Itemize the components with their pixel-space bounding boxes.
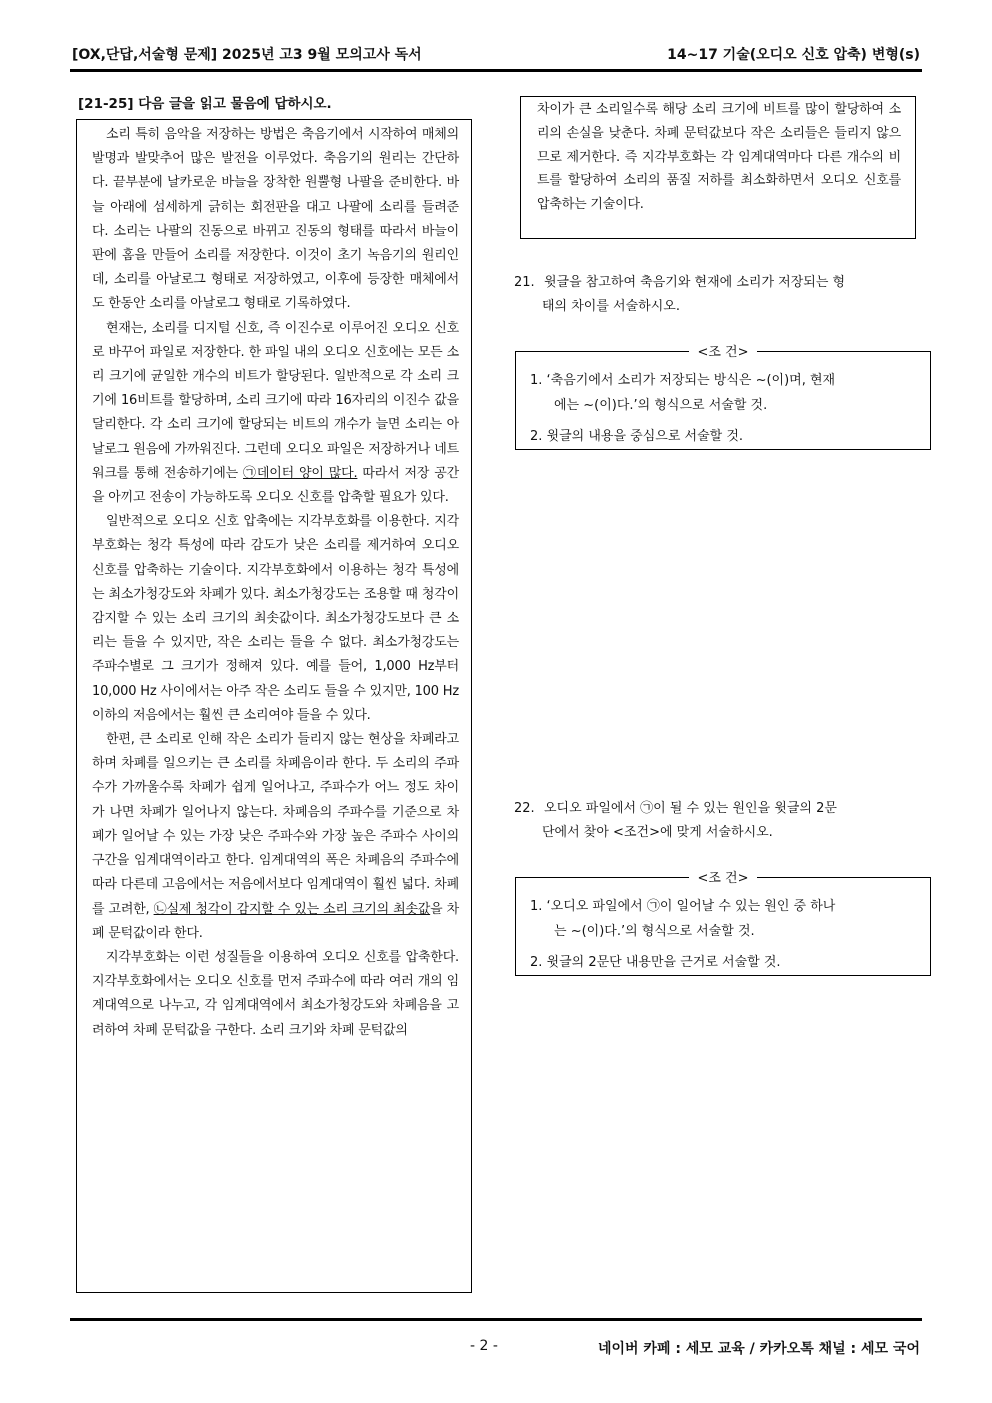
condition-box-21 [515,345,931,450]
condition-line-continued: 는 ~(이)다.’의 형식으로 서술할 것. [554,924,755,939]
question-number: 21. [514,275,535,290]
paragraph-2 [92,317,459,511]
question-text-continued: 태의 차이를 서술하시오. [542,299,680,314]
condition-line-continued: 에는 ~(이)다.’의 형식으로 서술할 것. [554,398,768,413]
paragraph-3: 일반적으로 오디오 신호 압축에는 지각부호화를 이용한다. 지각부호화는 청각 특성에 따라 감도가 낮은 소리를 제거하여 오디오 신호를 압축하는 기술이다. 지각부호화에서 이용하는 청각 특성에는 최소가청강도와 차폐가 있다. 최소가청강도는 조용할 때 청각이 감지할 수 있는 소리 크기의 최솟값이다. 최소가청강도보다 큰 소리는 들을 수 있지만, 작은 소리는 들을 수 없다. 최소가청강도는 주파수별로 그 크기가 정해져 있다. 예를 들어, 1,000 Hz부터 10,000 Hz 사이에서는 아주 작은 소리도 들을 수 있지만, 100 Hz 이하의 저음에서는 훨씬 큰 소리여야 들을 수 있다. [92,514,460,723]
condition-title: <조 건> [689,871,756,886]
header-right: 14~17 기술(오디오 신호 압축) 변형(s) [667,47,920,63]
question-22 [514,797,926,845]
condition-line: 1. ‘축음기에서 소리가 저장되는 방식은 ~(이)며, 현재 [530,373,836,388]
paragraph-5: 지각부호화는 이런 성질들을 이용하여 오디오 신호를 압축한다. 지각부호화에서는 오디오 신호를 먼저 주파수에 따라 여러 개의 임계대역으로 나누고, 각 임계대역에서 최소가청강도와 차폐음을 고려하여 차폐 문턱값을 구한다. 소리 크기와 차폐 문턱값의 [92,949,459,1038]
condition-line: 2. 윗글의 2문단 내용만을 근거로 서술할 것. [530,955,781,970]
instruction: [21-25] 다음 글을 읽고 물음에 답하시오. [78,96,332,112]
underline-b: ㉡실제 청각이 감지할 수 있는 소리 크기의 최솟값 [153,901,431,917]
condition-box-22 [515,871,931,976]
condition-line: 2. 윗글의 내용을 중심으로 서술할 것. [530,429,744,444]
passage-continuation: 차이가 큰 소리일수록 해당 소리 크기에 비트를 많이 할당하여 소리의 손실을 낮춘다. 차폐 문턱값보다 작은 소리들은 들리지 않으므로 제거한다. 즉 지각부호화는 각 임계대역마다 다른 개수의 비트를 할당하여 소리의 품질 저하를 최소화하면서 오디오 신호를 압축하는 기술이다. [520,96,916,239]
condition-item [530,424,920,449]
condition-item [530,894,920,944]
paragraph-1: 소리 특히 음악을 저장하는 방법은 축음기에서 시작하여 매체의 발명과 발맞추어 많은 발전을 이루었다. 축음기의 원리는 간단하다. 끝부분에 날카로운 바늘을 장착한 원뿔형 나팔을 준비한다. 바늘 아래에 섬세하게 긁히는 회전판을 대고 나팔에 소리를 들려준다. 소리는 나팔의 진동으로 바뀌고 진동의 형태를 따라서 바늘이 판에 홈을 만들어 소리를 저장한다. 이것이 초기 녹음기의 원리인데, 소리를 아날로그 형태로 저장하였고, 이후에 등장한 매체에서도 한동안 소리를 아날로그 형태로 기록하였다. [92,127,459,312]
paragraph-2-text-b: 따라서 저장 공간을 아끼고 전송이 가능하도록 오디오 신호를 압축할 필요가 있다. [92,465,459,506]
footer-credit: 네이버 카페 : 세모 교육 / 카카오톡 채널 : 세모 국어 [597,1341,920,1357]
page-number: - 2 - [470,1338,498,1354]
paragraph-2-text-a: 현재는, 소리를 디지털 신호, 즉 이진수로 이루어진 오디오 신호로 바꾸어 파일로 저장한다. 한 파일 내의 오디오 신호에는 모든 소리 크기에 균일한 개수의 비트가 할당된다. 일반적으로 각 소리 크기에 16비트를 할당하며, 소리 크기에 따라 16자리의 이진수 값을 달리한다. 각 소리 크기에 할당되는 비트의 개수가 늘면 소리는 아날로그 원음에 가까워진다. 그런데 오디오 파일은 저장하거나 네트워크를 통해 전송하기에는 [92,320,459,481]
footer-rule [70,1318,922,1321]
condition-title: <조 건> [689,345,756,360]
paragraph-4 [92,728,459,946]
header-rule [70,69,922,72]
question-21 [514,271,926,319]
underline-a: ㉠데이터 양이 많다. [243,465,358,481]
passage-box [76,119,472,1293]
paragraph-4-text-b: 을 차폐 문턱값이라 한다. [92,901,459,941]
question-text-continued: 단에서 찾아 <조건>에 맞게 서술하시오. [542,825,773,840]
condition-item [530,368,920,418]
condition-item [530,950,920,975]
paragraph-4-text-a: 한편, 큰 소리로 인해 작은 소리가 들리지 않는 현상을 차폐라고 하며 차폐를 일으키는 큰 소리를 차폐음이라 한다. 두 소리의 주파수가 가까울수록 차폐가 쉽게 일어나고, 주파수가 어느 정도 차이가 나면 차폐가 일어나지 않는다. 차폐음의 주파수를 기준으로 차폐가 일어날 수 있는 가장 낮은 주파수와 가장 높은 주파수 사이의 구간을 임계대역이라고 한다. 임계대역의 폭은 차폐음의 주파수에 따라 다른데 고음에서는 저음에서보다 임계대역이 훨씬 넓다. 차폐를 고려한, [92,732,459,917]
header-left: [OX,단답,서술형 문제] 2025년 고3 9월 모의고사 독서 [72,47,422,63]
condition-line: 1. ‘오디오 파일에서 ㉠이 일어날 수 있는 원인 중 하나 [530,899,836,914]
question-number: 22. [514,801,535,816]
question-text: 오디오 파일에서 ㉠이 될 수 있는 원인을 윗글의 2문 [544,801,837,816]
question-text: 윗글을 참고하여 축음기와 현재에 소리가 저장되는 형 [544,275,846,290]
